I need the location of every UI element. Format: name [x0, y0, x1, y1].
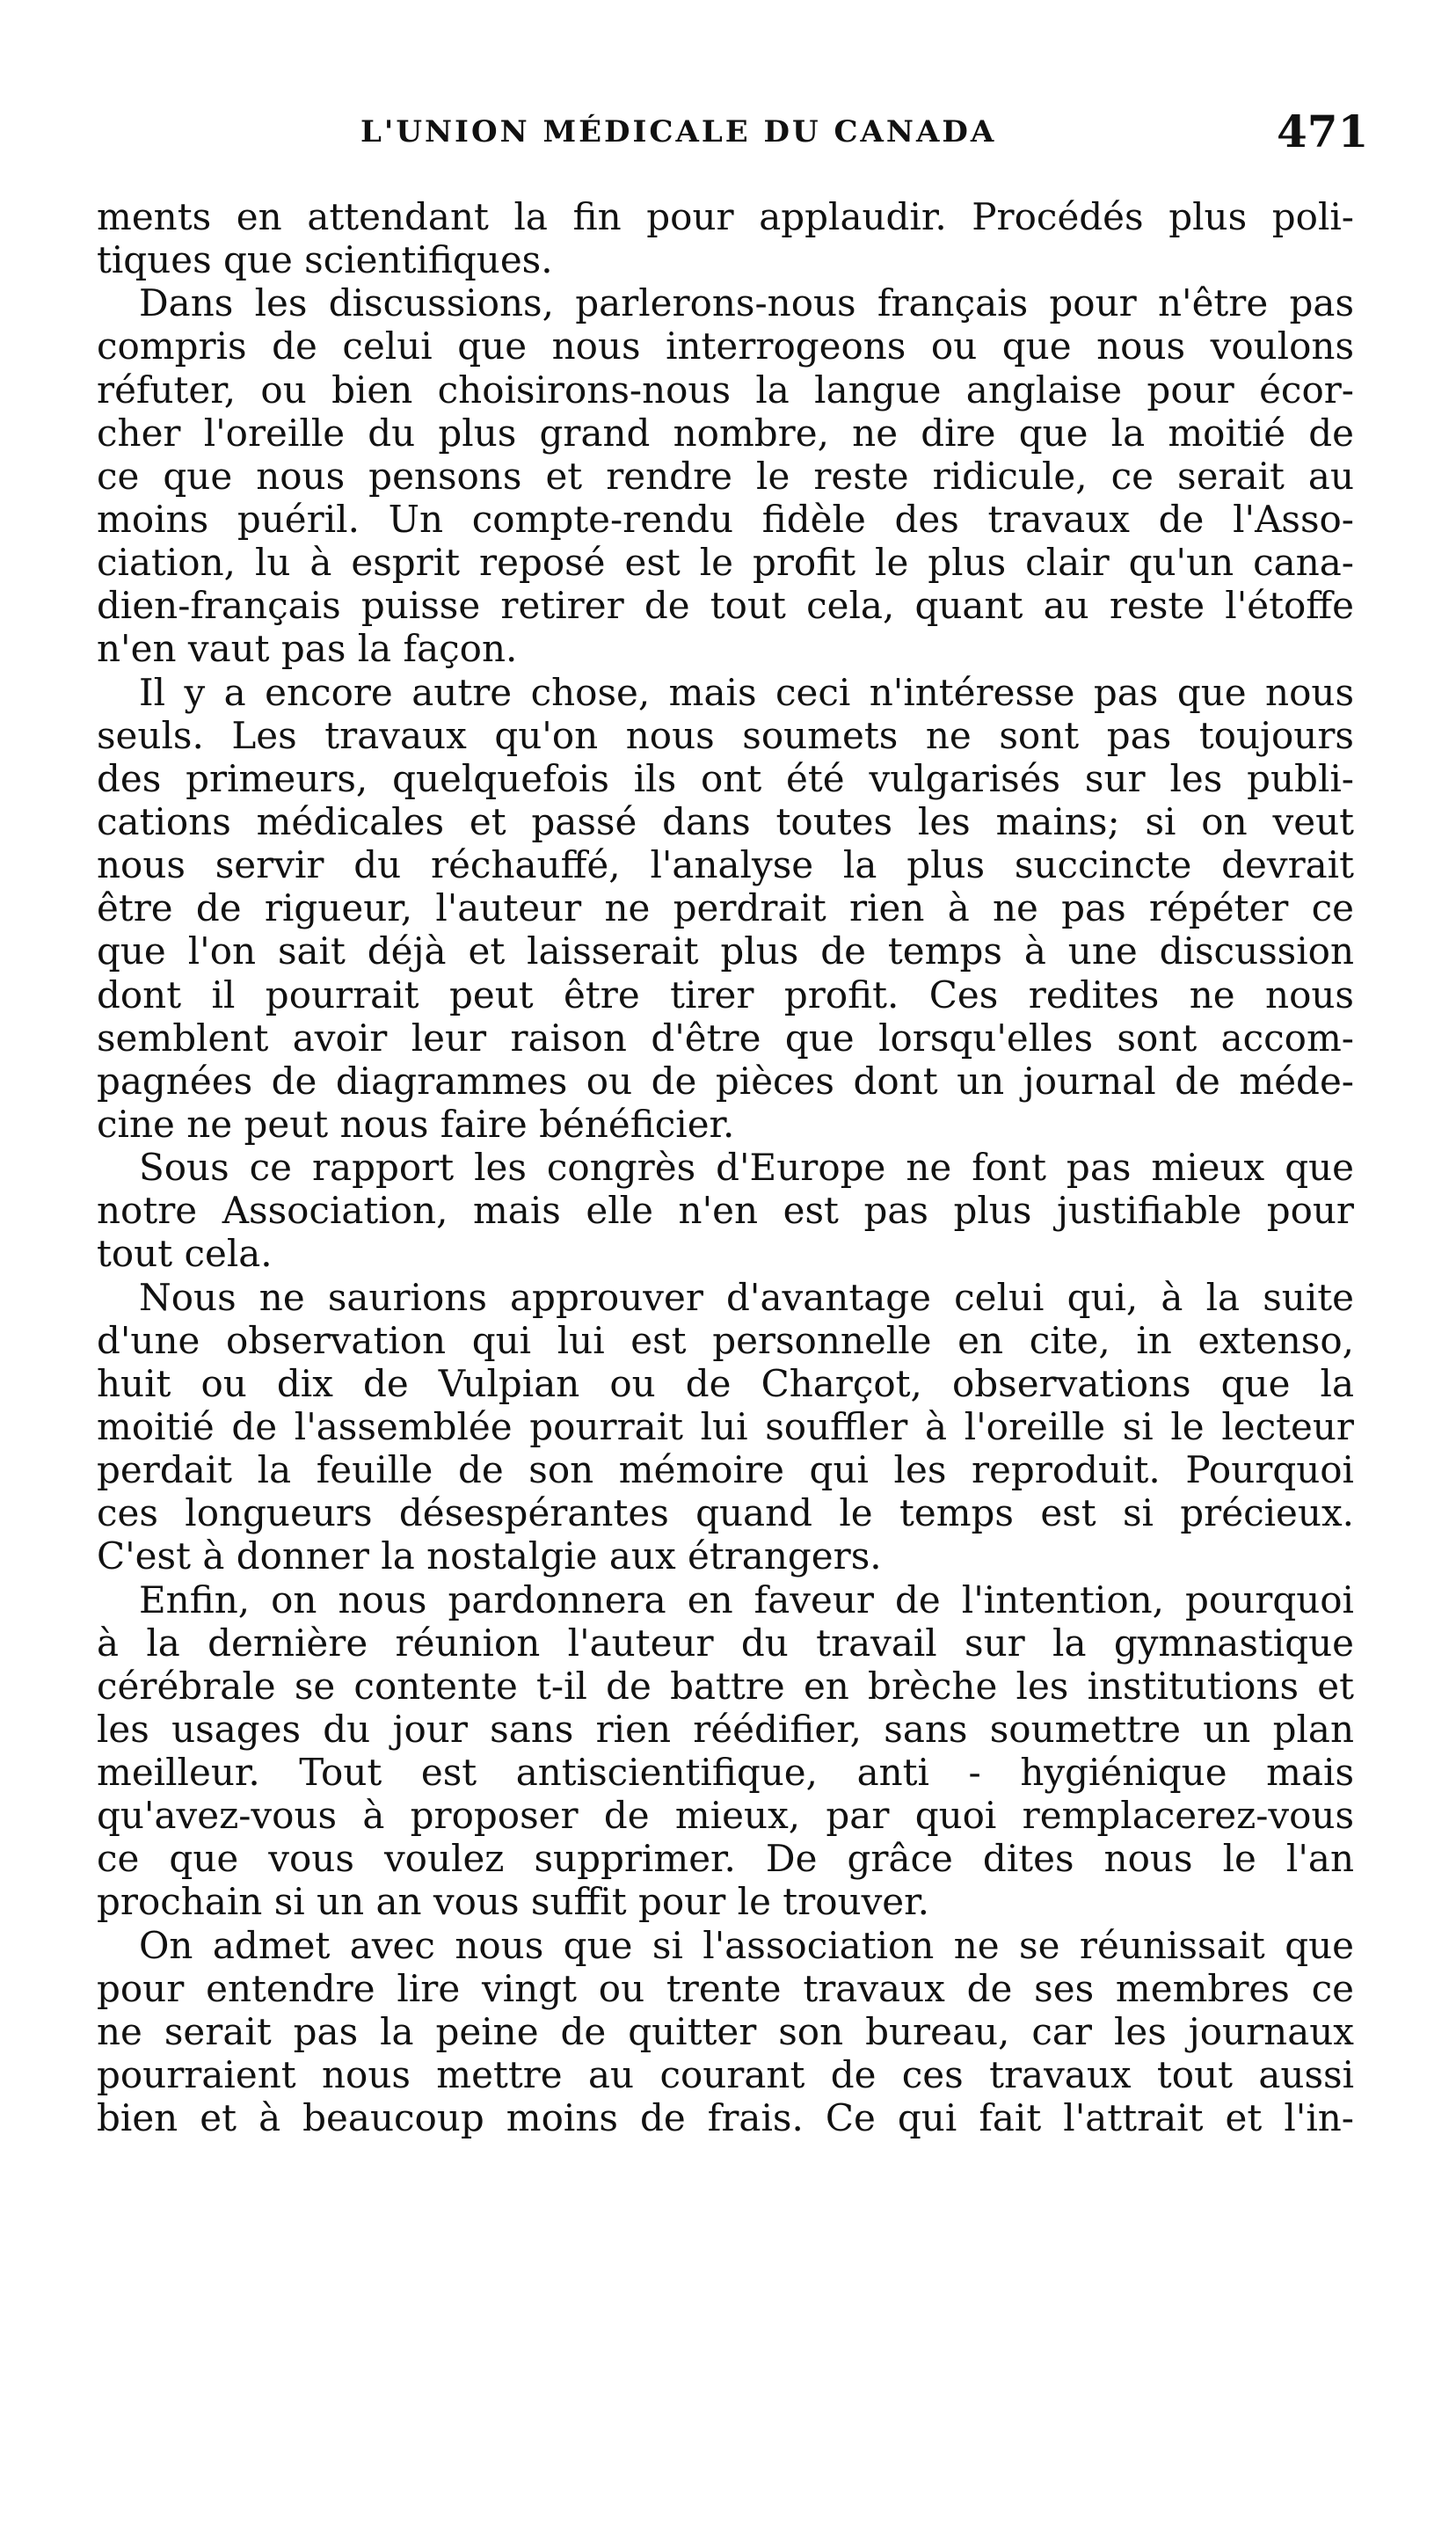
text-line: n'en vaut pas la façon.: [97, 627, 518, 671]
text-line: Enfin, on nous pardonnera en faveur de l'intention, pourquoi: [139, 1577, 1354, 1621]
text-line: ce que nous pensons et rendre le reste ridicule, ce serait au: [97, 454, 1354, 498]
text-line: nous servir du réchauffé, l'analyse la plus succincte devrait: [97, 843, 1354, 887]
text-line: C'est à donner la nostalgie aux étrangers.: [97, 1534, 882, 1578]
running-head: [0, 106, 1456, 167]
text-line: seuls. Les travaux qu'on nous soumets ne sont pas toujours: [97, 713, 1354, 757]
running-title: L'UNION MÉDICALE DU CANADA: [360, 114, 997, 149]
text-line: que l'on sait déjà et laisserait plus de temps à une discussion: [97, 929, 1354, 973]
body-text: [97, 195, 1354, 2139]
text-line: dont il pourrait peut être tirer profit. Ces redites ne nous: [97, 973, 1354, 1016]
text-line: ciation, lu à esprit reposé est le profit le plus clair qu'un cana-: [97, 541, 1354, 585]
text-line: être de rigueur, l'auteur ne perdrait rien à ne pas répéter ce: [97, 886, 1354, 930]
text-line: huit ou dix de Vulpian ou de Charçot, observations que la: [97, 1361, 1354, 1405]
text-line: cations médicales et passé dans toutes les mains; si on veut: [97, 799, 1354, 843]
text-line: On admet avec nous que si l'association ne se réunissait que: [139, 1923, 1354, 1967]
text-line: réfuter, ou bien choisirons-nous la langue anglaise pour écor-: [97, 368, 1354, 412]
text-line: bien et à beaucoup moins de frais. Ce qui fait l'attrait et l'in-: [97, 2096, 1354, 2140]
text-line: moins puéril. Un compte-rendu fidèle des travaux de l'Asso-: [97, 497, 1354, 541]
text-line: moitié de l'assemblée pourrait lui souffler à l'oreille si le lecteur: [97, 1404, 1354, 1448]
text-line: cérébrale se contente t-il de battre en brèche les institutions et: [97, 1664, 1354, 1708]
text-line: tiques que scientifiques.: [97, 238, 553, 282]
text-line: des primeurs, quelquefois ils ont été vulgarisés sur les publi-: [97, 756, 1354, 800]
page-number: 471: [1277, 106, 1369, 157]
text-line: perdait la feuille de son mémoire qui les reproduit. Pourquoi: [97, 1448, 1354, 1492]
text-line: meilleur. Tout est antiscientifique, anti - hygiénique mais: [97, 1751, 1354, 1795]
text-line: semblent avoir leur raison d'être que lorsqu'elles sont accom-: [97, 1016, 1354, 1060]
text-line: pour entendre lire vingt ou trente travaux de ses membres ce: [97, 1966, 1354, 2010]
text-line: notre Association, mais elle n'en est pas plus justifiable pour: [97, 1189, 1354, 1233]
text-line: pagnées de diagrammes ou de pièces dont un journal de méde-: [97, 1059, 1354, 1103]
text-line: pourraient nous mettre au courant de ces travaux tout aussi: [97, 2053, 1354, 2097]
text-line: ne serait pas la peine de quitter son bureau, car les journaux: [97, 2009, 1354, 2053]
text-line: tout cela.: [97, 1232, 273, 1276]
text-line: cher l'oreille du plus grand nombre, ne dire que la moitié de: [97, 411, 1354, 455]
text-line: prochain si un an vous suffit pour le trouver.: [97, 1880, 929, 1924]
text-line: compris de celui que nous interrogeons ou que nous voulons: [97, 324, 1354, 368]
text-line: Il y a encore autre chose, mais ceci n'intéresse pas que nous: [139, 670, 1354, 714]
text-line: cine ne peut nous faire bénéficier.: [97, 1102, 735, 1146]
text-line: les usages du jour sans rien réédifier, sans soumettre un plan: [97, 1707, 1354, 1751]
text-line: Dans les discussions, parlerons-nous français pour n'être pas: [139, 281, 1354, 325]
text-line: Sous ce rapport les congrès d'Europe ne font pas mieux que: [139, 1146, 1354, 1190]
text-line: d'une observation qui lui est personnelle en cite, in extenso,: [97, 1318, 1354, 1362]
text-line: qu'avez-vous à proposer de mieux, par quoi remplacerez-vous: [97, 1794, 1354, 1838]
text-line: Nous ne saurions approuver d'avantage celui qui, à la suite: [139, 1275, 1354, 1319]
text-line: ce que vous voulez supprimer. De grâce dites nous le l'an: [97, 1837, 1354, 1881]
text-line: ments en attendant la fin pour applaudir. Procédés plus poli-: [97, 195, 1354, 238]
text-line: dien-français puisse retirer de tout cela, quant au reste l'étoffe: [97, 584, 1354, 628]
text-line: à la dernière réunion l'auteur du travail sur la gymnastique: [97, 1621, 1354, 1665]
text-line: ces longueurs désespérantes quand le temps est si précieux.: [97, 1491, 1354, 1535]
